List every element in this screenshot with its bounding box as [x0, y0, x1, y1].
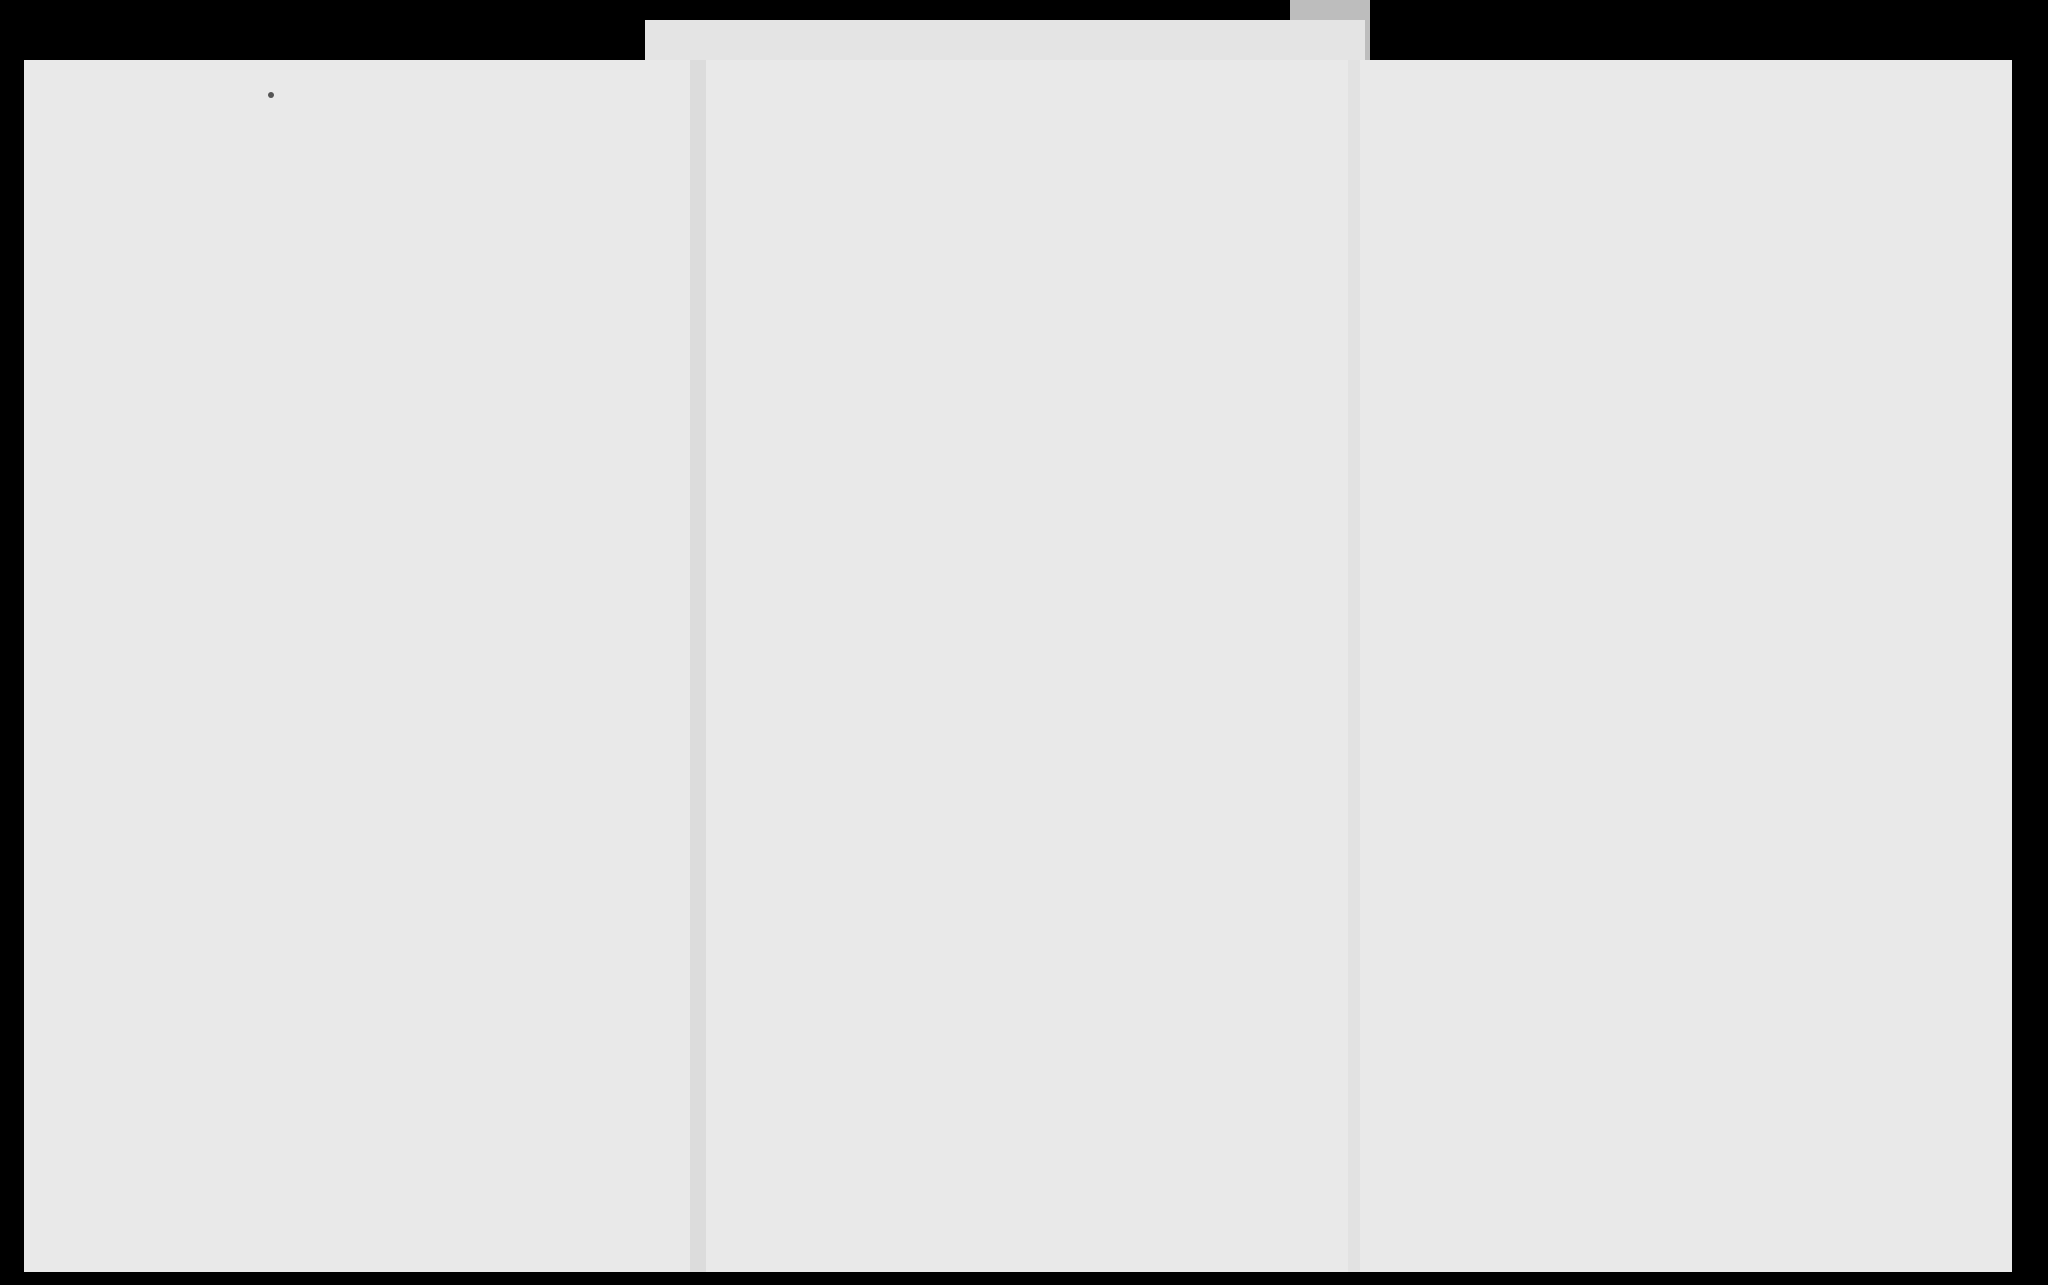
- page-fold-left: [690, 60, 706, 1272]
- page-fold-right: [1348, 60, 1360, 1272]
- ink-spot: [268, 92, 274, 98]
- census-form-page: [24, 60, 2012, 1272]
